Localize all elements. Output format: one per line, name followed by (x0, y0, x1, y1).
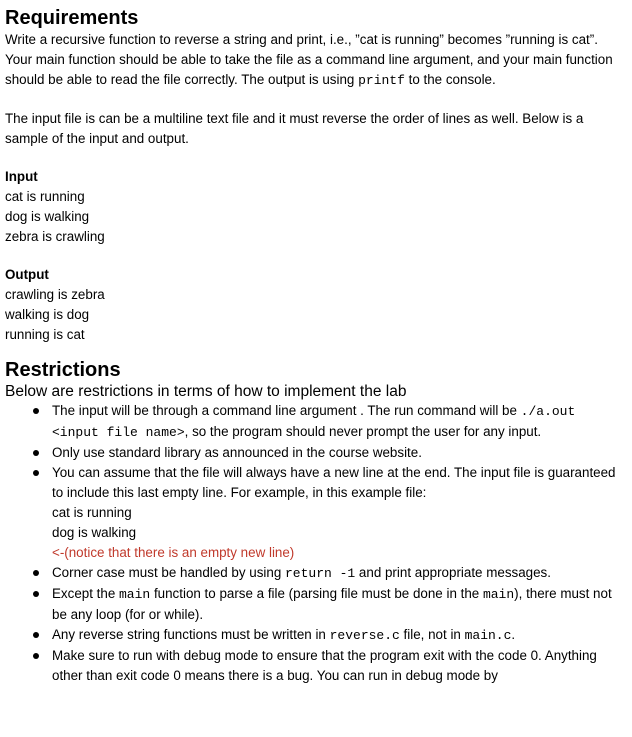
b5-text-c: ), there must not be any loop (for or while). (52, 586, 612, 622)
b6-text-c: . (511, 627, 516, 642)
b1-code: ./a.out <input file name> (52, 404, 576, 440)
example-line-1: cat is running (52, 505, 132, 520)
example-line-2: dog is walking (52, 525, 137, 540)
b1-text-a: The input will be through a command line argument . The run command will be (52, 403, 521, 418)
restriction-item-3: You can assume that the file will always have a new line at the end. The input file is guaranteed to include this last empty line. For example, in this example file: (5, 463, 632, 503)
b6-code-1: reverse.c (329, 628, 400, 643)
b5-code-2: main (482, 587, 515, 602)
restriction-item-6 (5, 625, 632, 646)
restriction-item-1 (5, 401, 632, 443)
b5-text-a: Except the (52, 586, 119, 601)
b5-code-1: main (119, 587, 151, 602)
restrictions-heading: Restrictions (5, 359, 121, 381)
restriction-item-2: Only use standard library as announced in the course website. (5, 443, 632, 463)
input-label: Input (5, 169, 38, 184)
b6-text-b: file, not in (399, 627, 465, 642)
p1-code: printf (358, 73, 405, 88)
p1-text-b: to the console. (404, 72, 496, 87)
b1-text-b: , so the program should never prompt the user for any input. (184, 424, 542, 439)
requirements-heading: Requirements (5, 7, 139, 29)
output-line-3: running is cat (5, 327, 85, 342)
input-line-2: dog is walking (5, 209, 90, 224)
b4-text-a: Corner case must be handled by using (52, 565, 285, 580)
input-line-3: zebra is crawling (5, 229, 105, 244)
restriction-item-7: Make sure to run with debug mode to ensure that the program exit with the code 0. Anything other than exit code 0 means there is a bug. You can run in debug mode by (5, 646, 632, 686)
b5-text-b: function to parse a file (parsing file must be done in the (150, 586, 483, 601)
restrictions-intro: Below are restrictions in terms of how to implement the lab (5, 383, 407, 400)
output-line-1: crawling is zebra (5, 287, 105, 302)
b6-code-2: main.c (464, 628, 512, 643)
b4-code: return -1 (284, 566, 356, 581)
b6-text-a: Any reverse string functions must be written in (52, 627, 330, 642)
restrictions-list (5, 401, 632, 686)
restriction-item-5 (5, 584, 632, 625)
output-line-2: walking is dog (5, 307, 90, 322)
requirements-paragraph-2: The input file is can be a multiline text file and it must reverse the order of lines as well. Below is a sample of the input and output. (5, 111, 584, 146)
input-line-1: cat is running (5, 189, 85, 204)
b4-text-b: and print appropriate messages. (355, 565, 551, 580)
requirements-paragraph-1 (5, 30, 632, 91)
example-note: <-(notice that there is an empty new line) (52, 545, 295, 560)
restriction-item-4 (5, 563, 632, 584)
p1-text-a: Write a recursive function to reverse a string and print, i.e., ”cat is running” becomes ”running is cat”. Your main function should be able to take the file as a command line argument, and your main function should be able to read the file correctly. The output is using (5, 32, 613, 87)
output-label: Output (5, 267, 49, 282)
